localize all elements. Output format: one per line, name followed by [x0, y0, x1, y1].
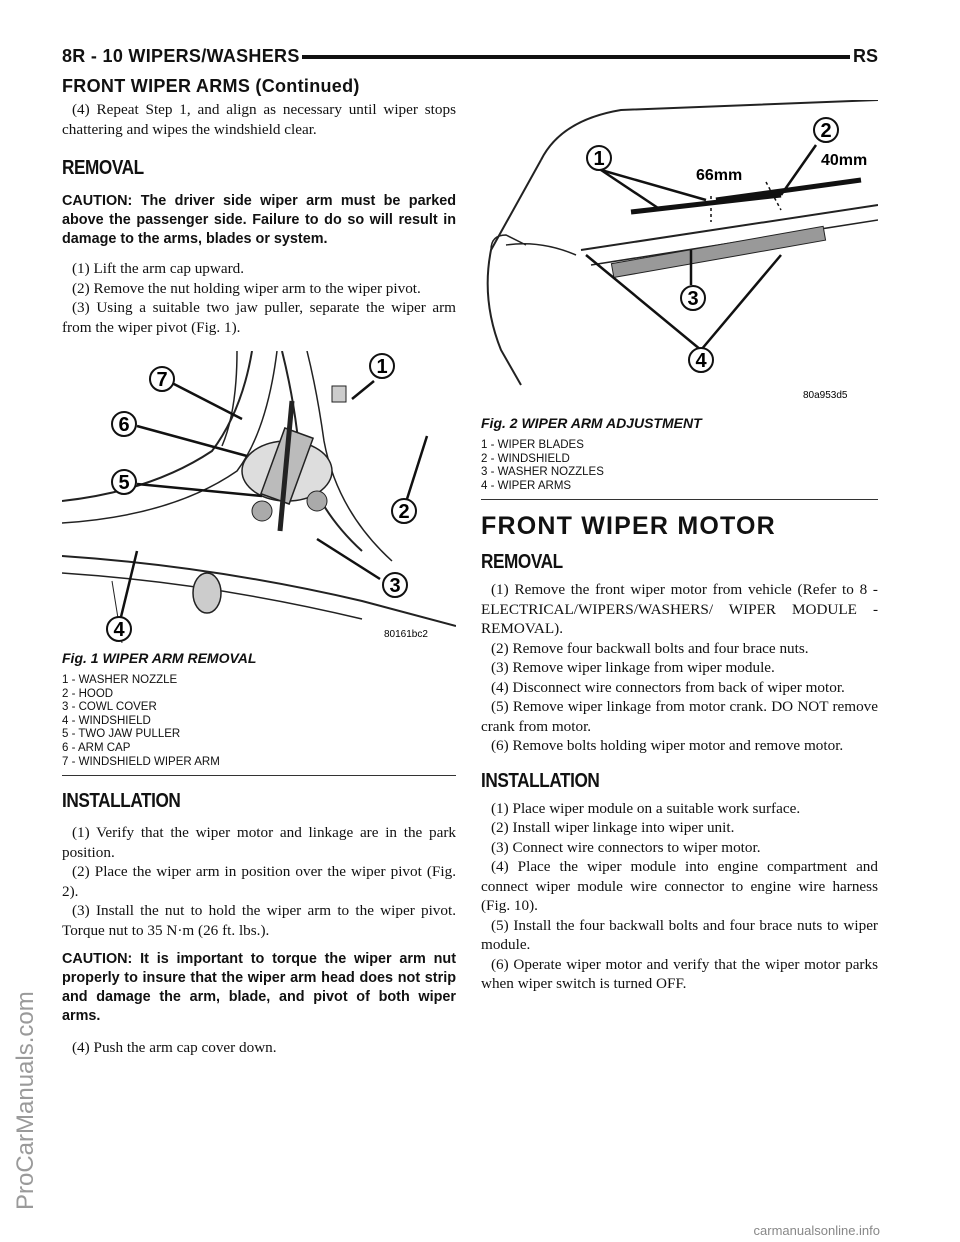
wiper-arm-removal-illustration — [62, 351, 456, 643]
header-rule — [302, 55, 850, 59]
page-header-left: 8R - 10 WIPERS/WASHERS — [62, 46, 300, 66]
legend-item: 2 - HOOD — [62, 687, 114, 700]
removal-caution: CAUTION: The driver side wiper arm must be parked above the passenger side. Failure to do so will result in damage to the arms, blades or system. — [62, 193, 456, 247]
motor-installation-step: (1) Place wiper module on a suitable work surface. — [491, 799, 801, 817]
front-wiper-motor-heading: FRONT WIPER MOTOR — [481, 512, 776, 541]
removal-step: (3) Using a suitable two jaw puller, separate the wiper arm from the wiper pivot (Fig. 1). — [62, 299, 456, 336]
wiper-arm-adjustment-illustration — [481, 100, 878, 408]
motor-installation-heading: INSTALLATION — [481, 769, 600, 792]
legend-item: 5 - TWO JAW PULLER — [62, 728, 181, 741]
figure-2-caption: Fig. 2 WIPER ARM ADJUSTMENT — [481, 415, 702, 431]
legend-item: 7 - WINDSHIELD WIPER ARM — [62, 755, 220, 768]
callout-5: 5 — [118, 472, 130, 494]
installation-step: (3) Install the nut to hold the wiper arm to the wiper pivot. Torque nut to 35 N·m (26 ft. lbs.). — [62, 902, 456, 939]
motor-removal-step: (5) Remove wiper linkage from motor crank. DO NOT remove crank from motor. — [481, 698, 878, 735]
legend-item: 3 - COWL COVER — [62, 701, 157, 714]
page-header-right: RS — [852, 46, 878, 66]
callout-6: 6 — [118, 414, 130, 436]
callout-3: 3 — [389, 575, 401, 597]
motor-removal-step: (1) Remove the front wiper motor from vehicle (Refer to 8 - ELECTRICAL/WIPERS/WASHERS/ WIPER MODULE - REMOVAL). — [481, 581, 878, 638]
legend-item: 4 - WIPER ARMS — [481, 479, 572, 492]
installation-step: (1) Verify that the wiper motor and linkage are in the park position. — [62, 824, 456, 861]
intro-paragraph: (4) Repeat Step 1, and align as necessary until wiper stops chattering and wipes the windshield clear. — [62, 101, 456, 138]
callout-1: 1 — [376, 356, 388, 378]
callout-3: 3 — [687, 288, 699, 310]
motor-installation-step: (2) Install wiper linkage into wiper unit. — [491, 819, 735, 837]
callout-2: 2 — [820, 120, 832, 142]
figure-2-legend — [481, 439, 878, 493]
legend-item: 3 - WASHER NOZZLES — [481, 466, 604, 479]
motor-removal-step: (4) Disconnect wire connectors from back of wiper motor. — [491, 678, 845, 696]
callout-1: 1 — [593, 148, 605, 170]
motor-installation-step: (6) Operate wiper motor and verify that the wiper motor parks when wiper switch is turned OFF. — [481, 955, 878, 993]
figure-1 — [62, 351, 456, 776]
left-column — [62, 100, 456, 1058]
dimension-66mm: 66mm — [696, 167, 743, 184]
installation-step: (4) Push the arm cap cover down. — [72, 1039, 277, 1057]
figure-1-caption: Fig. 1 WIPER ARM REMOVAL — [62, 650, 257, 666]
legend-item: 2 - WINDSHIELD — [481, 452, 570, 465]
legend-item: 1 - WASHER NOZZLE — [62, 674, 178, 686]
footer-watermark: carmanualsonline.info — [753, 1223, 880, 1238]
figure-1-legend — [62, 674, 456, 769]
motor-installation-step: (3) Connect wire connectors to wiper motor. — [491, 838, 761, 856]
motor-installation-step: (4) Place the wiper module into engine compartment and connect wiper module wire connector to engine wire harness (Fig. 10). — [481, 858, 878, 915]
motor-removal-step: (2) Remove four backwall bolts and four brace nuts. — [491, 639, 809, 657]
dimension-40mm: 40mm — [821, 152, 868, 169]
callout-4: 4 — [695, 350, 707, 372]
legend-item: 1 - WIPER BLADES — [481, 439, 584, 451]
right-column — [481, 100, 878, 994]
motor-removal-step: (6) Remove bolts holding wiper motor and remove motor. — [491, 737, 844, 755]
installation-caution: CAUTION: It is important to torque the wiper arm nut properly to insure that the wiper arm head does not strip and damage the arm, blade, and pivot of both wiper arms. — [62, 951, 456, 1025]
motor-installation-step: (5) Install the four backwall bolts and four brace nuts to wiper module. — [481, 916, 878, 954]
figure-1-code: 80161bc2 — [384, 629, 428, 640]
installation-heading: INSTALLATION — [62, 790, 181, 813]
removal-heading: REMOVAL — [62, 157, 144, 179]
figure-1-rule — [62, 775, 456, 776]
removal-step: (1) Lift the arm cap upward. — [72, 260, 245, 277]
motor-removal-heading: REMOVAL — [481, 551, 563, 574]
figure-2-code: 80a953d5 — [803, 390, 848, 401]
side-watermark: ProCarManuals.com — [12, 991, 39, 1210]
motor-removal-step: (3) Remove wiper linkage from wiper module. — [491, 659, 775, 677]
legend-item: 6 - ARM CAP — [62, 741, 131, 754]
legend-item: 4 - WINDSHIELD — [62, 714, 151, 727]
figure-2-rule — [481, 499, 878, 500]
callout-7: 7 — [156, 369, 168, 391]
callout-2: 2 — [398, 501, 410, 523]
installation-step: (2) Place the wiper arm in position over the wiper pivot (Fig. 2). — [62, 863, 456, 900]
callout-4: 4 — [113, 619, 125, 641]
figure-2 — [481, 100, 878, 500]
section-continued-title: FRONT WIPER ARMS (Continued) — [62, 76, 360, 96]
removal-step: (2) Remove the nut holding wiper arm to the wiper pivot. — [72, 279, 421, 297]
